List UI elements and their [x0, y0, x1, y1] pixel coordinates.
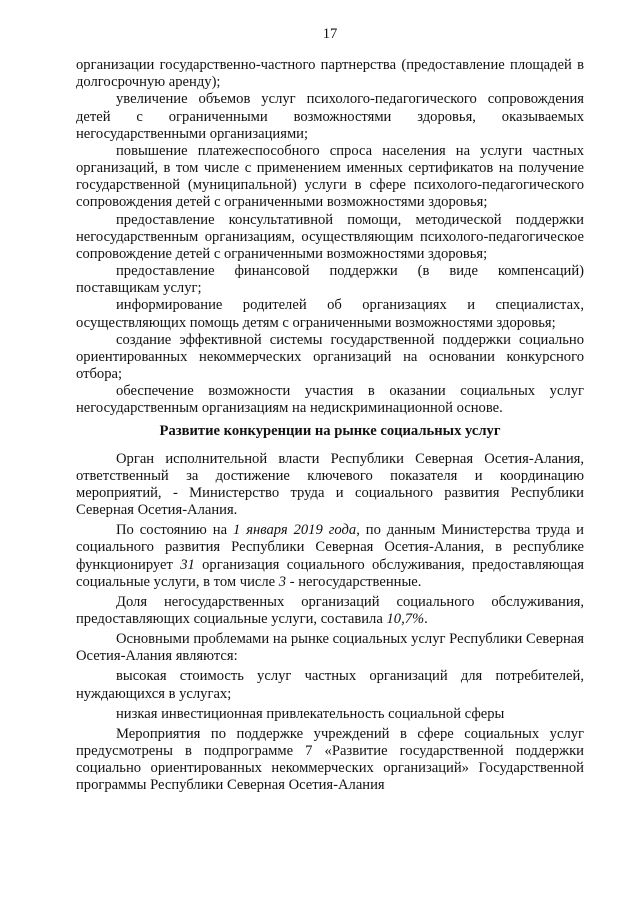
paragraph-partnership: организации государственно-частного партнерства (предоставление площадей в долгосрочную аренду);	[76, 57, 584, 91]
paragraph-responsible-organ: Орган исполнительной власти Республики Северная Осетия-Алания, ответственный за достижение ключевого показателя и координацию мероприятий, - Министерство труда и социального развития Республики Северная Осетия-Алания.	[76, 450, 584, 519]
paragraph-state-support-system: создание эффективной системы государственной поддержки социально ориентированных некоммерческих организаций на основании конкурсного отбора;	[76, 331, 584, 382]
paragraph-solvent-demand: повышение платежеспособного спроса населения на услуги частных организаций, в том числе с применением именных сертификатов на получение государственной (муниципальной) услуги в сфере психолого-педагогического сопровождения детей с ограниченными возможностями здоровья;	[76, 142, 584, 211]
paragraph-share	[76, 594, 584, 628]
page-number: 17	[322, 26, 338, 42]
status-date: 1 января 2019 года	[232, 522, 357, 539]
problem-item-cost: высокая стоимость услуг частных организаций для потребителей, нуждающихся в услугах;	[76, 668, 584, 702]
problem-item-investment: низкая инвестиционная привлекательность социальной сферы	[116, 705, 505, 722]
status-nongov-count: 3	[278, 573, 287, 590]
section-heading: Развитие конкуренции на рынке социальных услуг	[159, 423, 501, 440]
status-lead: По состоянию на	[116, 522, 233, 539]
paragraph-measures: Мероприятия по поддержке учреждений в сфере социальных услуг предусмотрены в подпрограмме 7 «Развитие государственной поддержки социально ориентированных некоммерческих организаций» Государственной программы Республики Северная Осетия-Алания	[76, 725, 584, 794]
share-lead: Доля негосударственных организаций социального обслуживания, предоставляющих социальные услуги, составила	[76, 593, 584, 627]
status-mid2: организация социального обслуживания, предоставляющая социальные услуги, в том числе	[76, 556, 584, 590]
paragraph-consulting-help: предоставление консультативной помощи, методической поддержки негосударственным организациям, осуществляющим психолого-педагогическое сопровождение детей с ограниченными возможностями здоровья;	[76, 211, 584, 262]
status-mid: , по данным Министерства труда и социального развития Республики Северная Осетия-Алания, в республике функционирует	[76, 522, 584, 573]
status-count: 31	[180, 556, 195, 573]
paragraph-informing-parents: информирование родителей об организациях и специалистах, осуществляющих помощь детям с ограниченными возможностями здоровья;	[76, 297, 584, 331]
paragraph-status	[76, 522, 584, 591]
share-value: 10,7%	[386, 611, 425, 627]
status-tail: - негосударственные.	[286, 573, 422, 590]
paragraph-problems-intro: Основными проблемами на рынке социальных услуг Республики Северная Осетия-Алания являются:	[76, 631, 584, 665]
paragraph-psych-support: увеличение объемов услуг психолого-педагогического сопровождения детей с ограниченными возможностями здоровья, оказываемых негосударственными организациями;	[76, 91, 584, 142]
paragraph-financial-support: предоставление финансовой поддержки (в виде компенсаций) поставщикам услуг;	[76, 263, 584, 297]
share-tail: .	[424, 611, 428, 627]
paragraph-participation: обеспечение возможности участия в оказании социальных услуг негосударственным организациям на недискриминационной основе.	[76, 383, 584, 417]
